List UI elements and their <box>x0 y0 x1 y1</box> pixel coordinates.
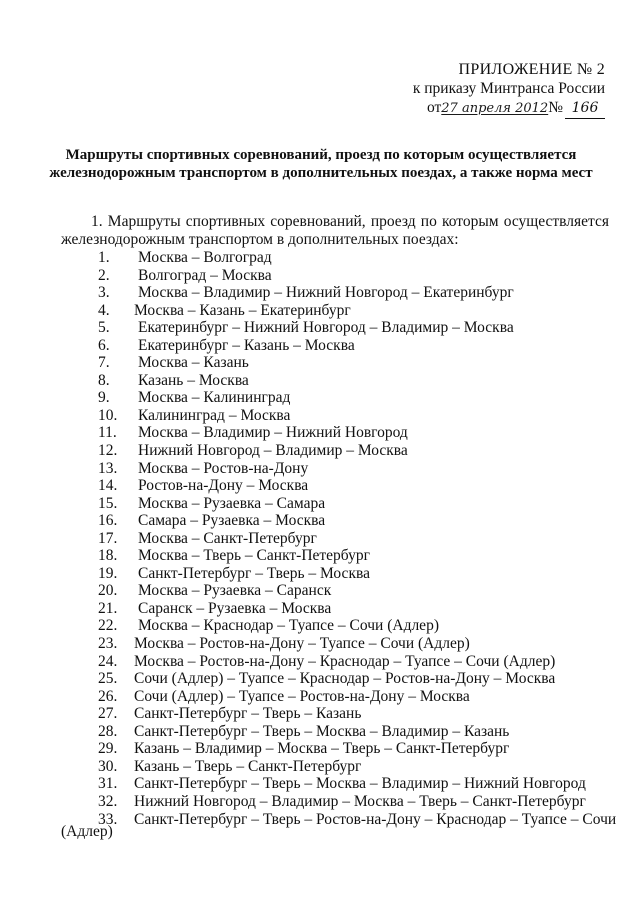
route-number: 6. <box>98 336 110 354</box>
route-number: 2. <box>98 266 110 284</box>
route-number: 10. <box>98 406 118 424</box>
route-text: Москва – Рузаевка – Самара <box>138 494 326 512</box>
list-item <box>0 775 640 793</box>
list-item <box>0 740 640 758</box>
list-item <box>0 389 640 407</box>
route-number: 14. <box>98 477 118 495</box>
route-number: 27. <box>98 705 118 723</box>
appendix-order: к приказу Минтранса России <box>412 80 605 97</box>
route-text: Москва – Тверь – Санкт-Петербург <box>138 547 370 565</box>
route-number: 4. <box>98 301 110 319</box>
route-text: Санкт-Петербург – Тверь – Москва <box>138 564 370 582</box>
list-item <box>0 723 640 741</box>
list-item <box>0 284 640 302</box>
appendix-header <box>400 60 605 119</box>
route-number: 28. <box>98 722 118 740</box>
list-item <box>0 442 640 460</box>
appendix-date-line <box>427 98 605 119</box>
list-item <box>0 758 640 776</box>
list-item <box>0 530 640 548</box>
appendix-title: ПРИЛОЖЕНИЕ № 2 <box>458 61 605 78</box>
route-text: Москва – Волгоград <box>138 249 272 266</box>
list-item <box>0 582 640 600</box>
list-item <box>0 705 640 723</box>
route-text: Москва – Казань – Екатеринбург <box>134 301 351 319</box>
route-number: 21. <box>98 599 118 617</box>
intro-text: 1. Маршруты спортивных соревнований, проезд по которым осуществляется железнодорожным транспортом в дополнительных поездах: <box>61 213 609 248</box>
route-number: 32. <box>98 792 118 810</box>
route-text: Москва – Санкт-Петербург <box>138 529 317 547</box>
route-text: Москва – Краснодар – Туапсе – Сочи (Адлер) <box>138 617 439 635</box>
route-text: Санкт-Петербург – Тверь – Ростов-на-Дону – Краснодар – Туапсе – Сочи <box>134 810 617 828</box>
list-item <box>0 354 640 372</box>
route-number: 26. <box>98 687 118 705</box>
route-text: Москва – Владимир – Нижний Новгород – Екатеринбург <box>138 284 514 302</box>
route-text: Ростов-на-Дону – Москва <box>138 477 309 495</box>
route-number: 16. <box>98 512 118 530</box>
route-text: Казань – Москва <box>138 371 249 389</box>
route-text: Екатеринбург – Нижний Новгород – Владимир – Москва <box>138 319 514 337</box>
route-text: Москва – Рузаевка – Саранск <box>138 582 332 600</box>
list-item <box>0 477 640 495</box>
list-item <box>0 617 640 635</box>
route-number: 18. <box>98 547 118 565</box>
route-text: Москва – Казань <box>138 354 249 372</box>
route-number: 13. <box>98 459 118 477</box>
route-text: Москва – Ростов-на-Дону – Туапсе – Сочи (Адлер) <box>134 635 470 653</box>
intro-paragraph <box>61 213 609 249</box>
handwritten-date: 27 апреля 2012 <box>441 101 549 116</box>
route-text: Самара – Рузаевка – Москва <box>138 512 326 530</box>
route-number: 25. <box>98 670 118 688</box>
route-text: Москва – Ростов-на-Дону – Краснодар – Туапсе – Сочи (Адлер) <box>134 652 556 670</box>
route-text: Саранск – Рузаевка – Москва <box>138 599 332 617</box>
list-item <box>0 424 640 442</box>
list-item <box>0 547 640 565</box>
route-number: 22. <box>98 617 118 635</box>
list-item <box>0 670 640 688</box>
list-item <box>0 319 640 337</box>
route-text: Казань – Тверь – Санкт-Петербург <box>134 757 362 775</box>
route-number: 29. <box>98 740 118 758</box>
route-text: Нижний Новгород – Владимир – Москва – Тверь – Санкт-Петербург <box>134 792 586 810</box>
route-number: 5. <box>98 319 110 337</box>
route-number: 17. <box>98 529 118 547</box>
list-item <box>0 407 640 425</box>
list-item <box>0 302 640 320</box>
route-text: Москва – Ростов-на-Дону <box>138 459 309 477</box>
route-number: 8. <box>98 371 110 389</box>
route-text: Санкт-Петербург – Тверь – Москва – Владимир – Нижний Новгород <box>134 775 586 793</box>
list-item <box>0 337 640 355</box>
route-number: 19. <box>98 564 118 582</box>
route-text: Сочи (Адлер) – Туапсе – Краснодар – Ростов-на-Дону – Москва <box>134 670 556 688</box>
route-number: 9. <box>98 389 110 407</box>
route-text: Екатеринбург – Казань – Москва <box>138 336 355 354</box>
list-item <box>0 512 640 530</box>
route-text: Нижний Новгород – Владимир – Москва <box>138 442 408 460</box>
routes-list <box>0 249 640 828</box>
list-item <box>0 793 640 811</box>
route-text: Калининград – Москва <box>138 406 291 424</box>
list-item <box>0 688 640 706</box>
document-title: Маршруты спортивных соревнований, проезд по которым осуществляется железнодорожным транспортом в дополнительных поездах, а также норма мест <box>49 147 593 181</box>
list-item <box>0 635 640 653</box>
route-number: 12. <box>98 442 118 460</box>
route-text: Сочи (Адлер) – Туапсе – Ростов-на-Дону – Москва <box>134 687 470 705</box>
list-item <box>0 249 640 267</box>
date-prefix: от <box>426 99 442 116</box>
route-number: 33. <box>98 810 118 828</box>
route-text: Санкт-Петербург – Тверь – Казань <box>134 705 362 723</box>
number-sign: № <box>548 99 563 116</box>
list-item <box>0 460 640 478</box>
handwritten-number: 166 <box>565 99 605 119</box>
route-33-continuation: (Адлер) <box>61 823 113 840</box>
route-number: 1. <box>98 249 110 266</box>
route-text: Москва – Владимир – Нижний Новгород <box>138 424 408 442</box>
route-number: 20. <box>98 582 118 600</box>
route-number: 11. <box>98 424 117 442</box>
route-number: 15. <box>98 494 118 512</box>
route-text: Санкт-Петербург – Тверь – Москва – Владимир – Казань <box>134 722 510 740</box>
route-number: 23. <box>98 635 118 653</box>
list-item <box>0 372 640 390</box>
list-item <box>0 495 640 513</box>
route-number: 24. <box>98 652 118 670</box>
route-number: 31. <box>98 775 118 793</box>
route-text: Казань – Владимир – Москва – Тверь – Санкт-Петербург <box>134 740 510 758</box>
route-number: 3. <box>98 284 110 302</box>
route-number: 30. <box>98 757 118 775</box>
route-number: 7. <box>98 354 110 372</box>
route-text: Волгоград – Москва <box>138 266 272 284</box>
list-item <box>0 565 640 583</box>
list-item <box>0 267 640 285</box>
route-text: Москва – Калининград <box>138 389 291 407</box>
list-item <box>0 653 640 671</box>
list-item <box>0 600 640 618</box>
